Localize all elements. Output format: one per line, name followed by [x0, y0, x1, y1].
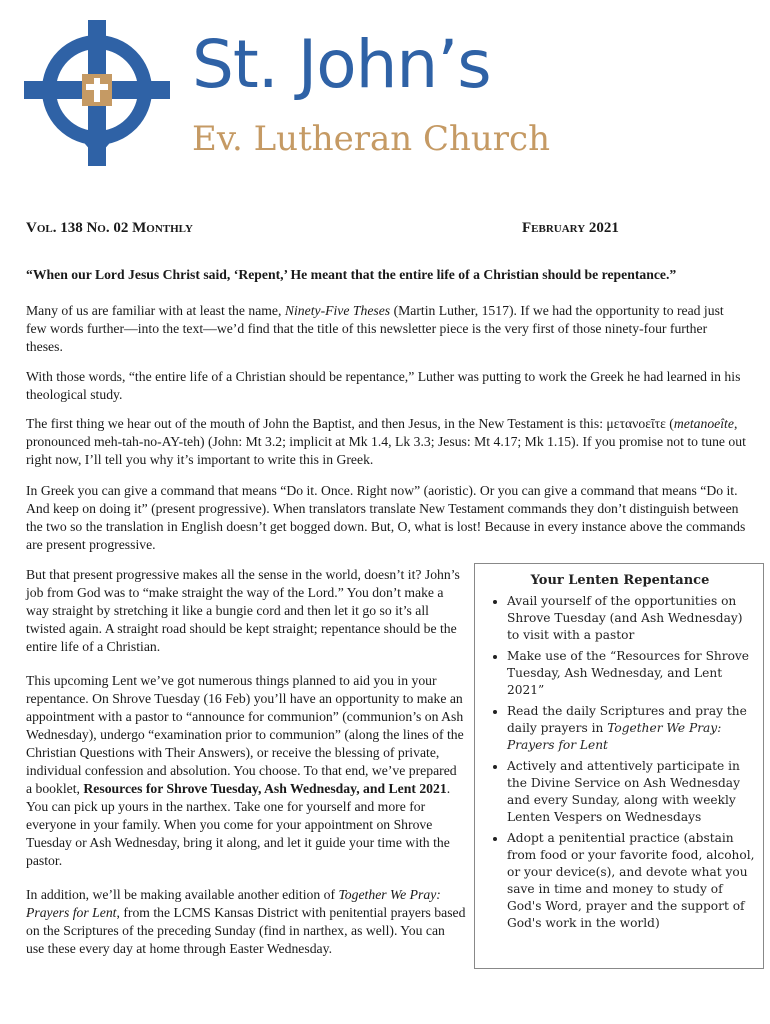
- list-item: • Actively and attentively participate in the Divine Service on Ash Wednesday and every Sunday, along with weekly Lenten Vespers on Wednesdays: [507, 758, 755, 826]
- left-column: [26, 566, 466, 974]
- headline-quote: “When our Lord Jesus Christ said, ‘Repent,’ He meant that the entire life of a Christian should be repentance.”: [26, 267, 677, 282]
- volume-label: Vol. 138 No. 02 Monthly: [26, 220, 193, 236]
- lenten-repentance-box: [474, 563, 764, 969]
- list-item: • Make use of the “Resources for Shrove Tuesday, Ash Wednesday, and Lent 2021”: [507, 648, 755, 699]
- paragraph-5: But that present progressive makes all the sense in the world, doesn’t it? John’s job from God was to “make straight the way of the Lord.” You don’t make a way straight by stretching it like a bungie cord and then let it go so it’s all twisted again. A straight road should be kept straight; repentance should be the entire life of a Christian.: [26, 567, 460, 654]
- paragraph-2: With those words, “the entire life of a Christian should be repentance,” Luther was putting to work the Greek he had learned in his theological study.: [26, 369, 741, 402]
- lenten-list: [485, 593, 755, 932]
- issue-date: February 2021: [522, 220, 619, 236]
- paragraph-4: In Greek you can give a command that means “Do it. Once. Right now” (aoristic). Or you can give a command that means “Do it. And keep on doing it” (present progressive). When translators translate New Testament commands they don’t distinguish between the two so the translation in English doesn’t get bogged down. But, O, what is lost! Because in every instance above the commands are present progressive.: [26, 483, 746, 552]
- church-subtitle: Ev. Lutheran Church: [192, 119, 550, 159]
- box-title: Your Lenten Repentance: [530, 573, 710, 588]
- paragraph-1: Many of us are familiar with at least the name, Ninety-Five Theses (Martin Luther, 1517). If we had the opportunity to read just few words further—into the text—we’d find that the title of this newsletter piece is the very first of those ninety-four further theses.: [26, 303, 724, 354]
- church-name: St. John’s: [192, 26, 491, 103]
- paragraph-6: This upcoming Lent we’ve got numerous things planned to aid you in your repentance. On Shrove Tuesday (16 Feb) you’ll have an opportunity to make an appointment with a pastor to “announce for communion” (communion’s on Ash Wednesday), undergo “examination prior to communion” (along the lines of the Christian Questions with Their Answers), or receive the blessing of private, individual confession and absolution. You choose. To that end, we’ve prepared a booklet, Resources for Shrove Tuesday, Ash Wednesday, and Lent 2021. You can pick up yours in the narthex. Take one for yourself and more for everyone in your family. When you come for your appointment on Shrove Tuesday or Ash Wednesday, bring it along, and let it guide your time with the pastor.: [26, 673, 464, 868]
- paragraph-7: In addition, we’ll be making available another edition of Together We Pray: Prayers for Lent, from the LCMS Kansas District with penitential prayers based on the Scriptures of the preceding Sunday (find in narthex, as well). You can use these every day at home through Easter Wednesday.: [26, 887, 466, 956]
- list-item: • Avail yourself of the opportunities on Shrove Tuesday (and Ash Wednesday) to visit with a pastor: [507, 593, 755, 644]
- list-item: • Adopt a penitential practice (abstain from food or your favorite food, alcohol, or your device(s), and devote what you save in time and money to study of God's Word, prayer and the support of God's work in the world): [507, 830, 755, 932]
- church-logo-cross-icon: [22, 18, 172, 168]
- list-item: • Read the daily Scriptures and pray the daily prayers in Together We Pray: Prayers for Lent: [507, 703, 755, 754]
- paragraph-3: The first thing we hear out of the mouth of John the Baptist, and then Jesus, in the New Testament is this: μετανοεῖτε (metanoeîte, pronounced meh-tah-no-AY-teh) (John: Mt 3.2; implicit at Mk 1.4, Lk 3.3; Jesus: Mt 4.17; Mk 1.15). If you promise not to tune out right now, I’ll tell you why it’s important to write this in Greek.: [26, 416, 746, 467]
